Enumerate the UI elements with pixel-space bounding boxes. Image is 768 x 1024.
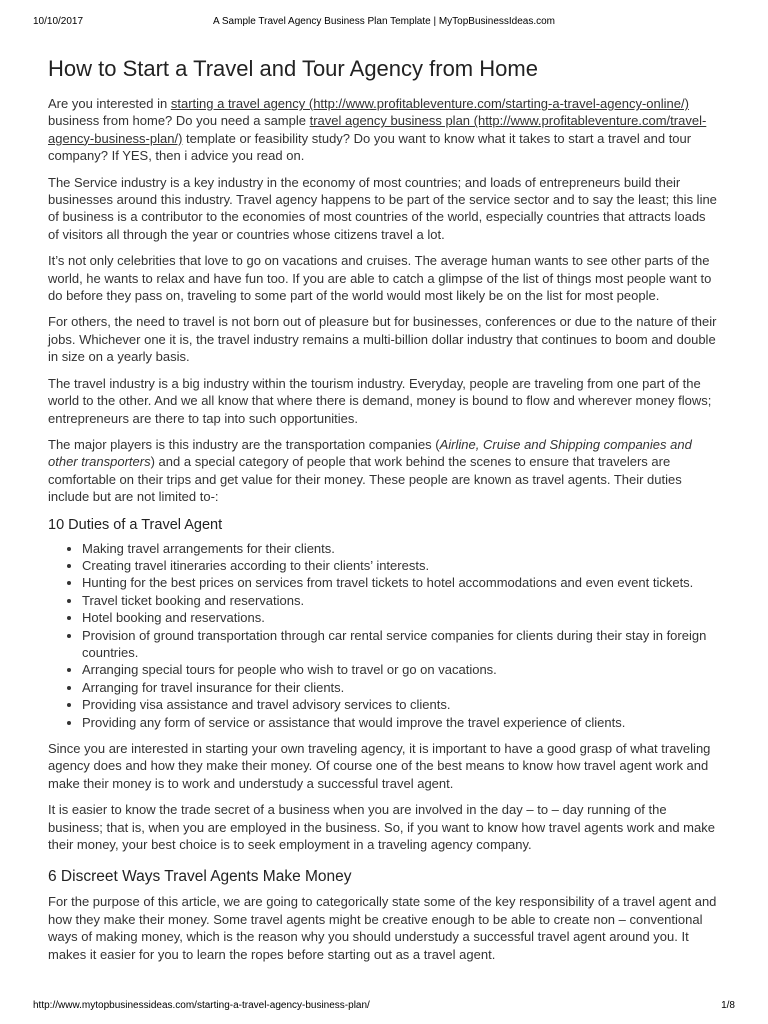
intro-text-3: template or feasibility study? Do you want to know what it takes to start a travel and tour company? If YES, then i advice you read on. <box>48 130 692 164</box>
paragraph-major-players <box>48 436 718 506</box>
list-item: • Making travel arrangements for their clients. <box>82 540 718 557</box>
list-item: • Provision of ground transportation through car rental service companies for clients during their stay in foreign countries. <box>82 627 718 662</box>
list-item: • Travel ticket booking and reservations. <box>82 592 718 609</box>
list-item: • Creating travel itineraries according to their clients’ interests. <box>82 557 718 574</box>
travel-agency-business-plan-link[interactable]: travel agency business plan (http://www.profitableventure.com/travel-agency-business-plan/) <box>48 113 707 146</box>
paragraph-service-industry: The Service industry is a key industry in the economy of most countries; and loads of entrepreneurs build their businesses around this industry. Travel agency happens to be part of the service sector and to say the least; this line of business is a contributor to the economies of most countries of the world, especially countries that attracts loads of visitors all through the year or countries whose citizens travel a lot. <box>48 174 717 242</box>
list-item: • Providing visa assistance and travel advisory services to clients. <box>82 696 718 713</box>
paragraph-celebrities: It’s not only celebrities that love to go on vacations and cruises. The average human wants to see other parts of the world, he wants to relax and have fun too. If you are able to catch a glimpse of the list of things most people want to do before they pass on, traveling to some part of the world would most likely be on the list for most people. <box>48 253 712 304</box>
article <box>48 54 718 972</box>
major-players-emphasis: Airline, Cruise and Shipping companies and other transporters <box>48 436 692 470</box>
list-item: • Arranging for travel insurance for their clients. <box>82 679 718 696</box>
page-number: 1/8 <box>721 1000 735 1011</box>
intro-text-1: Are you interested in <box>48 96 171 111</box>
duties-list <box>48 540 718 731</box>
list-item: • Hunting for the best prices on services from travel tickets to hotel accommodations and even event tickets. <box>82 574 718 591</box>
paragraph-travel-industry: The travel industry is a big industry within the tourism industry. Everyday, people are traveling from one part of the world to the other. And we all know that where there is demand, money is bound to flow and wherever money flows; entrepreneurs are there to tap into such opportunities. <box>48 375 712 426</box>
starting-travel-agency-link[interactable]: starting a travel agency (http://www.profitableventure.com/starting-a-travel-agency-online/) <box>170 96 689 111</box>
duties-heading: 10 Duties of a Travel Agent <box>48 516 223 533</box>
list-item: • Arranging special tours for people who wish to travel or go on vacations. <box>82 661 718 678</box>
intro-paragraph <box>48 95 718 165</box>
print-footer <box>33 1000 735 1014</box>
print-url: http://www.mytopbusinessideas.com/starting-a-travel-agency-business-plan/ <box>33 1000 370 1011</box>
major-players-text-1: The major players is this industry are the transportation companies ( <box>48 436 440 452</box>
print-page-title: A Sample Travel Agency Business Plan Template | MyTopBusinessIdeas.com <box>212 16 556 27</box>
paragraph-others: For others, the need to travel is not born out of pleasure but for businesses, conferences or due to the nature of their jobs. Whichever one it is, the travel industry remains a multi-billion dollar industry that continues to boom and double in size on a yearly basis. <box>48 314 717 365</box>
list-item: • Hotel booking and reservations. <box>82 609 718 626</box>
major-players-text-2: ) and a special category of people that work behind the scenes to ensure that travelers are comfortable on their trips and get value for their money. These people are known as travel agents. Their duties include but are not limited to-: <box>48 454 682 505</box>
print-header <box>33 16 735 30</box>
paragraph-trade-secret: It is easier to know the trade secret of a business when you are involved in the day – to – day running of the business; that is, when you are employed in the business. So, if you want to know how travel agents work and make their money, your best choice is to seek employment in a traveling agency company. <box>48 802 715 853</box>
article-title: How to Start a Travel and Tour Agency from Home <box>48 56 538 81</box>
paragraph-purpose: For the purpose of this article, we are going to categorically state some of the key responsibility of a travel agent and how they make their money. Some travel agents might be creative enough to be able to create non – conventional ways of making money, which is the reason why you should understudy a successful travel agent around you. It makes it easier for you to learn the ropes before starting out as a travel agent. <box>48 894 717 962</box>
list-item: • Providing any form of service or assistance that would improve the travel experience of clients. <box>82 714 718 731</box>
section-heading: 6 Discreet Ways Travel Agents Make Money <box>48 868 352 886</box>
print-date: 10/10/2017 <box>33 16 84 27</box>
paragraph-grasp: Since you are interested in starting your own traveling agency, it is important to have a good grasp of what traveling agency does and how they make their money. Of course one of the best means to know how travel agent work and make their money is to work and understudy a successful travel agent. <box>48 741 711 791</box>
intro-text-2: business from home? Do you need a sample <box>48 113 310 129</box>
